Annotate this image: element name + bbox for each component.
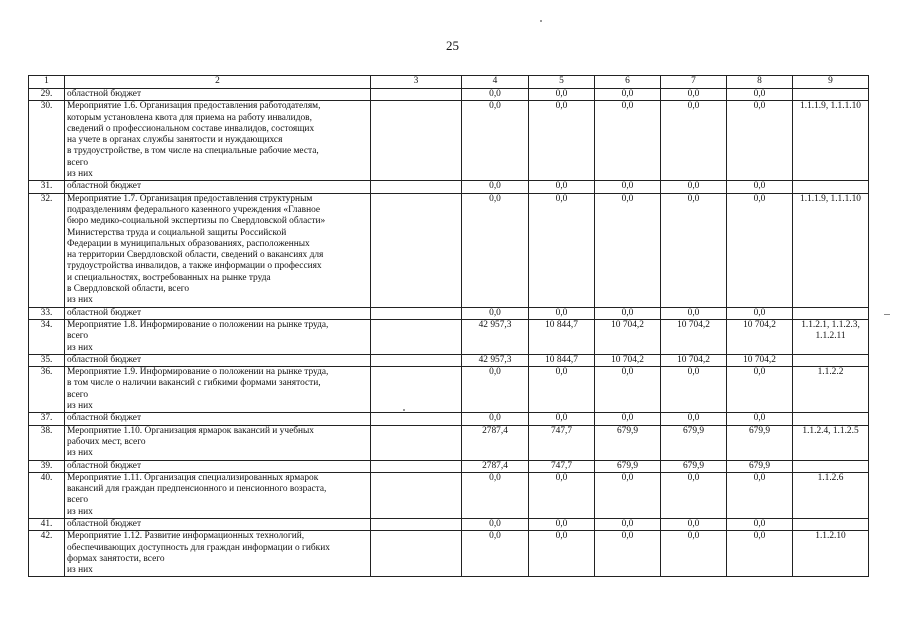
row-number: 29.	[29, 89, 65, 101]
cell-col7: 0,0	[661, 89, 727, 101]
cell-indicator	[793, 460, 869, 472]
program-activities-table	[28, 75, 869, 577]
scan-speck	[403, 409, 405, 411]
cell-col7: 0,0	[661, 531, 727, 577]
cell-col3	[371, 367, 462, 413]
cell-col7: 0,0	[661, 518, 727, 530]
table-body	[29, 89, 869, 577]
cell-col6: 0,0	[595, 89, 661, 101]
row-number: 41.	[29, 518, 65, 530]
cell-col5: 0,0	[529, 101, 595, 181]
cell-col3	[371, 413, 462, 425]
cell-col4: 42 957,3	[462, 354, 529, 366]
cell-col5: 0,0	[529, 89, 595, 101]
cell-indicator: 1.1.1.9, 1.1.1.10	[793, 193, 869, 307]
cell-col6: 679,9	[595, 425, 661, 460]
column-header: 9	[793, 76, 869, 89]
cell-col8: 0,0	[727, 193, 793, 307]
cell-col4: 2787,4	[462, 425, 529, 460]
row-name: Мероприятие 1.6. Организация предоставления работодателям, которым установлена квота для приема на работу инвалидов, сведений о профессиональном составе инвалидов, состоящих на учете в органах службы занятости и нуждающихся в трудоустройстве, в том числе на специальные рабочие места, всего из них	[65, 101, 371, 181]
cell-col5: 0,0	[529, 307, 595, 319]
row-name: Мероприятие 1.7. Организация предоставления структурным подразделениям федерального казенного учреждения «Главное бюро медико-социальной экспертизы по Свердловской области» Министерства труда и социальной защиты Российской Федерации в муниципальных образованиях, расположенных на территории Свердловской области, сведений о вакансиях для трудоустройства инвалидов, а также информации о профессиях и специальностях, востребованных на рынке труда в Свердловской области, всего из них	[65, 193, 371, 307]
row-name: Мероприятие 1.12. Развитие информационных технологий, обеспечивающих доступность для граждан информации о гибких формах занятости, всего из них	[65, 531, 371, 577]
column-header: 3	[371, 76, 462, 89]
cell-col8: 0,0	[727, 531, 793, 577]
table-row	[29, 367, 869, 413]
cell-col3	[371, 425, 462, 460]
cell-col6: 0,0	[595, 472, 661, 518]
row-name: областной бюджет	[65, 518, 371, 530]
table-row	[29, 89, 869, 101]
cell-col3	[371, 101, 462, 181]
column-header: 4	[462, 76, 529, 89]
column-header: 7	[661, 76, 727, 89]
row-number: 42.	[29, 531, 65, 577]
cell-col4: 0,0	[462, 518, 529, 530]
cell-col6: 0,0	[595, 531, 661, 577]
row-number: 34.	[29, 319, 65, 354]
cell-col4: 0,0	[462, 193, 529, 307]
cell-col5: 0,0	[529, 531, 595, 577]
table-row	[29, 425, 869, 460]
cell-col8: 0,0	[727, 367, 793, 413]
cell-indicator	[793, 518, 869, 530]
cell-col6: 0,0	[595, 307, 661, 319]
cell-col5: 0,0	[529, 518, 595, 530]
cell-col3	[371, 319, 462, 354]
table-row	[29, 354, 869, 366]
cell-indicator: 1.1.1.9, 1.1.1.10	[793, 101, 869, 181]
cell-col8: 0,0	[727, 518, 793, 530]
cell-col7: 0,0	[661, 181, 727, 193]
cell-col4: 0,0	[462, 367, 529, 413]
column-header: 6	[595, 76, 661, 89]
cell-col8: 0,0	[727, 307, 793, 319]
cell-indicator: 1.1.2.4, 1.1.2.5	[793, 425, 869, 460]
cell-col7: 10 704,2	[661, 319, 727, 354]
cell-col3	[371, 531, 462, 577]
cell-col5: 0,0	[529, 413, 595, 425]
row-number: 38.	[29, 425, 65, 460]
cell-col8: 10 704,2	[727, 319, 793, 354]
row-number: 33.	[29, 307, 65, 319]
cell-col4: 42 957,3	[462, 319, 529, 354]
cell-col4: 0,0	[462, 89, 529, 101]
table-row	[29, 413, 869, 425]
row-number: 40.	[29, 472, 65, 518]
cell-indicator	[793, 307, 869, 319]
cell-col8: 0,0	[727, 89, 793, 101]
scan-speck	[884, 314, 890, 315]
row-name: Мероприятие 1.11. Организация специализированных ярмарок вакансий для граждан предпенсионного и пенсионного возраста, всего из них	[65, 472, 371, 518]
row-name: областной бюджет	[65, 89, 371, 101]
row-name: областной бюджет	[65, 354, 371, 366]
table-row	[29, 319, 869, 354]
row-number: 30.	[29, 101, 65, 181]
cell-col6: 10 704,2	[595, 354, 661, 366]
cell-col8: 0,0	[727, 413, 793, 425]
cell-col6: 10 704,2	[595, 319, 661, 354]
row-number: 36.	[29, 367, 65, 413]
cell-col8: 679,9	[727, 460, 793, 472]
cell-col6: 0,0	[595, 367, 661, 413]
cell-col3	[371, 193, 462, 307]
cell-col5: 0,0	[529, 181, 595, 193]
cell-indicator	[793, 89, 869, 101]
cell-col5: 0,0	[529, 367, 595, 413]
cell-col8: 0,0	[727, 181, 793, 193]
cell-col7: 0,0	[661, 101, 727, 181]
column-number-row	[29, 76, 869, 89]
table-row	[29, 460, 869, 472]
cell-col6: 679,9	[595, 460, 661, 472]
cell-indicator: 1.1.2.1, 1.1.2.3, 1.1.2.11	[793, 319, 869, 354]
column-header: 8	[727, 76, 793, 89]
cell-col4: 0,0	[462, 181, 529, 193]
cell-col6: 0,0	[595, 193, 661, 307]
cell-col7: 679,9	[661, 460, 727, 472]
cell-col6: 0,0	[595, 413, 661, 425]
cell-col3	[371, 181, 462, 193]
cell-col3	[371, 472, 462, 518]
row-name: Мероприятие 1.9. Информирование о положении на рынке труда, в том числе о наличии вакансий с гибкими формами занятости, всего из них	[65, 367, 371, 413]
cell-indicator	[793, 413, 869, 425]
cell-col7: 0,0	[661, 193, 727, 307]
row-number: 35.	[29, 354, 65, 366]
cell-indicator: 1.1.2.6	[793, 472, 869, 518]
table-row	[29, 531, 869, 577]
cell-col8: 0,0	[727, 101, 793, 181]
row-number: 39.	[29, 460, 65, 472]
cell-col4: 0,0	[462, 101, 529, 181]
row-name: областной бюджет	[65, 307, 371, 319]
row-name: Мероприятие 1.10. Организация ярмарок вакансий и учебных рабочих мест, всего из них	[65, 425, 371, 460]
column-header: 5	[529, 76, 595, 89]
table-row	[29, 193, 869, 307]
row-number: 32.	[29, 193, 65, 307]
cell-col7: 0,0	[661, 367, 727, 413]
cell-col3	[371, 354, 462, 366]
cell-col7: 0,0	[661, 307, 727, 319]
cell-indicator: 1.1.2.10	[793, 531, 869, 577]
cell-indicator	[793, 354, 869, 366]
cell-col5: 10 844,7	[529, 354, 595, 366]
table-row	[29, 307, 869, 319]
cell-col6: 0,0	[595, 518, 661, 530]
page-number: 25	[446, 38, 459, 53]
cell-col5: 0,0	[529, 472, 595, 518]
cell-col4: 0,0	[462, 531, 529, 577]
cell-col6: 0,0	[595, 101, 661, 181]
row-number: 31.	[29, 181, 65, 193]
row-number: 37.	[29, 413, 65, 425]
table-row	[29, 518, 869, 530]
cell-col3	[371, 460, 462, 472]
cell-indicator: 1.1.2.2	[793, 367, 869, 413]
cell-col3	[371, 307, 462, 319]
scan-speck	[540, 20, 542, 22]
row-name: областной бюджет	[65, 181, 371, 193]
cell-col7: 679,9	[661, 425, 727, 460]
cell-col4: 2787,4	[462, 460, 529, 472]
cell-col4: 0,0	[462, 472, 529, 518]
cell-col7: 0,0	[661, 413, 727, 425]
cell-col7: 0,0	[661, 472, 727, 518]
table-row	[29, 472, 869, 518]
cell-col6: 0,0	[595, 181, 661, 193]
cell-col5: 747,7	[529, 425, 595, 460]
cell-col4: 0,0	[462, 307, 529, 319]
table-row	[29, 181, 869, 193]
cell-col4: 0,0	[462, 413, 529, 425]
cell-col5: 747,7	[529, 460, 595, 472]
row-name: областной бюджет	[65, 413, 371, 425]
cell-col5: 10 844,7	[529, 319, 595, 354]
cell-col8: 679,9	[727, 425, 793, 460]
row-name: областной бюджет	[65, 460, 371, 472]
column-header: 1	[29, 76, 65, 89]
cell-col3	[371, 518, 462, 530]
column-header: 2	[65, 76, 371, 89]
cell-col7: 10 704,2	[661, 354, 727, 366]
cell-col8: 10 704,2	[727, 354, 793, 366]
row-name: Мероприятие 1.8. Информирование о положении на рынке труда, всего из них	[65, 319, 371, 354]
cell-col3	[371, 89, 462, 101]
cell-indicator	[793, 181, 869, 193]
cell-col5: 0,0	[529, 193, 595, 307]
table-row	[29, 101, 869, 181]
cell-col8: 0,0	[727, 472, 793, 518]
